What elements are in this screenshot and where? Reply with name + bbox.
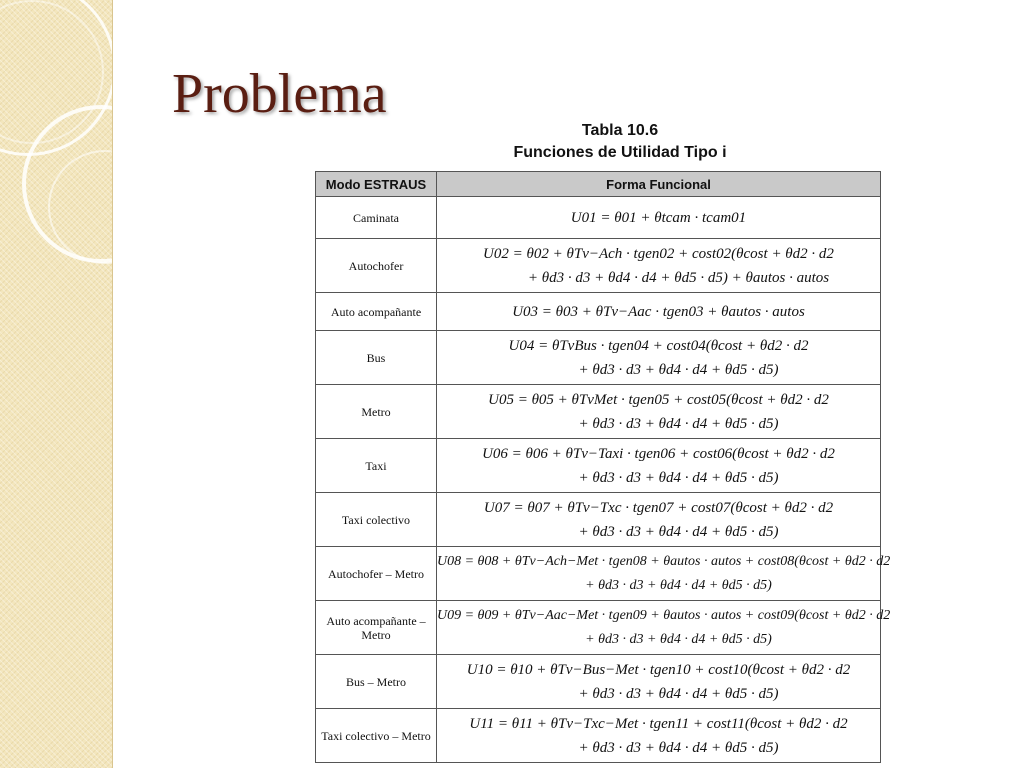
- table-row: [316, 293, 881, 331]
- formula-cell: [437, 331, 881, 385]
- table-row: [316, 709, 881, 763]
- utility-functions-table: [315, 171, 891, 763]
- decorative-sidebar: [0, 0, 113, 768]
- table-row: [316, 601, 881, 655]
- formula-line: U10 = θ10 + θTv−Bus−Met · tgen10 + cost10(θcost + θd2 · d2: [466, 661, 851, 678]
- formula-cell: [437, 197, 881, 239]
- table-row: [316, 197, 881, 239]
- formula-line: + θd3 · d3 + θd4 · d4 + θd5 · d5): [585, 577, 772, 593]
- mode-cell: Taxi: [316, 439, 437, 493]
- header-form: Forma Funcional: [437, 172, 881, 197]
- formula-cell: [437, 385, 881, 439]
- table-row: [316, 331, 881, 385]
- formula-line: + θd3 · d3 + θd4 · d4 + θd5 · d5): [585, 631, 772, 647]
- formula-line: + θd3 · d3 + θd4 · d4 + θd5 · d5): [578, 685, 779, 702]
- table-row: [316, 439, 881, 493]
- table-row: [316, 493, 881, 547]
- formula-cell: [437, 601, 891, 655]
- formula-line: U02 = θ02 + θTv−Ach · tgen02 + cost02(θcost + θd2 · d2: [483, 245, 834, 262]
- formula-line: U11 = θ11 + θTv−Txc−Met · tgen11 + cost11(θcost + θd2 · d2: [469, 715, 848, 732]
- mode-cell: Caminata: [316, 197, 437, 239]
- mode-cell: Metro: [316, 385, 437, 439]
- table-row: [316, 655, 881, 709]
- mode-cell: Taxi colectivo – Metro: [316, 709, 437, 763]
- mode-cell: Auto acompañante – Metro: [316, 601, 437, 655]
- formula-cell: [437, 709, 881, 763]
- table-header-row: [316, 172, 881, 197]
- mode-cell: Bus – Metro: [316, 655, 437, 709]
- mode-cell: Auto acompañante: [316, 293, 437, 331]
- table-subtitle: Funciones de Utilidad Tipo i: [513, 144, 727, 161]
- table-number: Tabla 10.6: [581, 122, 659, 139]
- formula-cell: [437, 655, 881, 709]
- table-row: [316, 239, 881, 293]
- mode-cell: Taxi colectivo: [316, 493, 437, 547]
- table-row: [316, 385, 881, 439]
- mode-cell: Autochofer – Metro: [316, 547, 437, 601]
- table-caption: [420, 120, 820, 164]
- formula-cell: [437, 293, 881, 331]
- formula-cell: [437, 239, 881, 293]
- formula-line: U04 = θTvBus · tgen04 + cost04(θcost + θd2 · d2: [508, 337, 809, 354]
- mode-cell: Bus: [316, 331, 437, 385]
- formula-line: + θd3 · d3 + θd4 · d4 + θd5 · d5): [578, 415, 779, 432]
- formula-line: U01 = θ01 + θtcam · tcam01: [570, 209, 747, 226]
- formula-line: U07 = θ07 + θTv−Txc · tgen07 + cost07(θcost + θd2 · d2: [483, 499, 834, 516]
- formula-line: + θd3 · d3 + θd4 · d4 + θd5 · d5): [578, 361, 779, 378]
- header-mode: Modo ESTRAUS: [316, 172, 437, 197]
- table-row: [316, 547, 881, 601]
- formula-cell: [437, 439, 881, 493]
- formula-line: U06 = θ06 + θTv−Taxi · tgen06 + cost06(θcost + θd2 · d2: [482, 445, 835, 462]
- formula-line: + θd3 · d3 + θd4 · d4 + θd5 · d5): [578, 523, 779, 540]
- formula-line: U05 = θ05 + θTvMet · tgen05 + cost05(θcost + θd2 · d2: [488, 391, 829, 408]
- formula-cell: [437, 493, 881, 547]
- mode-cell: Autochofer: [316, 239, 437, 293]
- formula-line: + θd3 · d3 + θd4 · d4 + θd5 · d5): [578, 739, 779, 756]
- formula-line: U03 = θ03 + θTv−Aac · tgen03 + θautos · autos: [512, 303, 805, 320]
- formula-line: + θd3 · d3 + θd4 · d4 + θd5 · d5): [578, 469, 779, 486]
- formula-line: + θd3 · d3 + θd4 · d4 + θd5 · d5) + θautos · autos: [527, 269, 830, 286]
- slide-title: Problema: [172, 63, 387, 125]
- formula-line: U09 = θ09 + θTv−Aac−Met · tgen09 + θautos · autos + cost09(θcost + θd2 · d2: [437, 607, 891, 623]
- formula-line: U08 = θ08 + θTv−Ach−Met · tgen08 + θautos · autos + cost08(θcost + θd2 · d2: [437, 553, 891, 569]
- formula-cell: [437, 547, 891, 601]
